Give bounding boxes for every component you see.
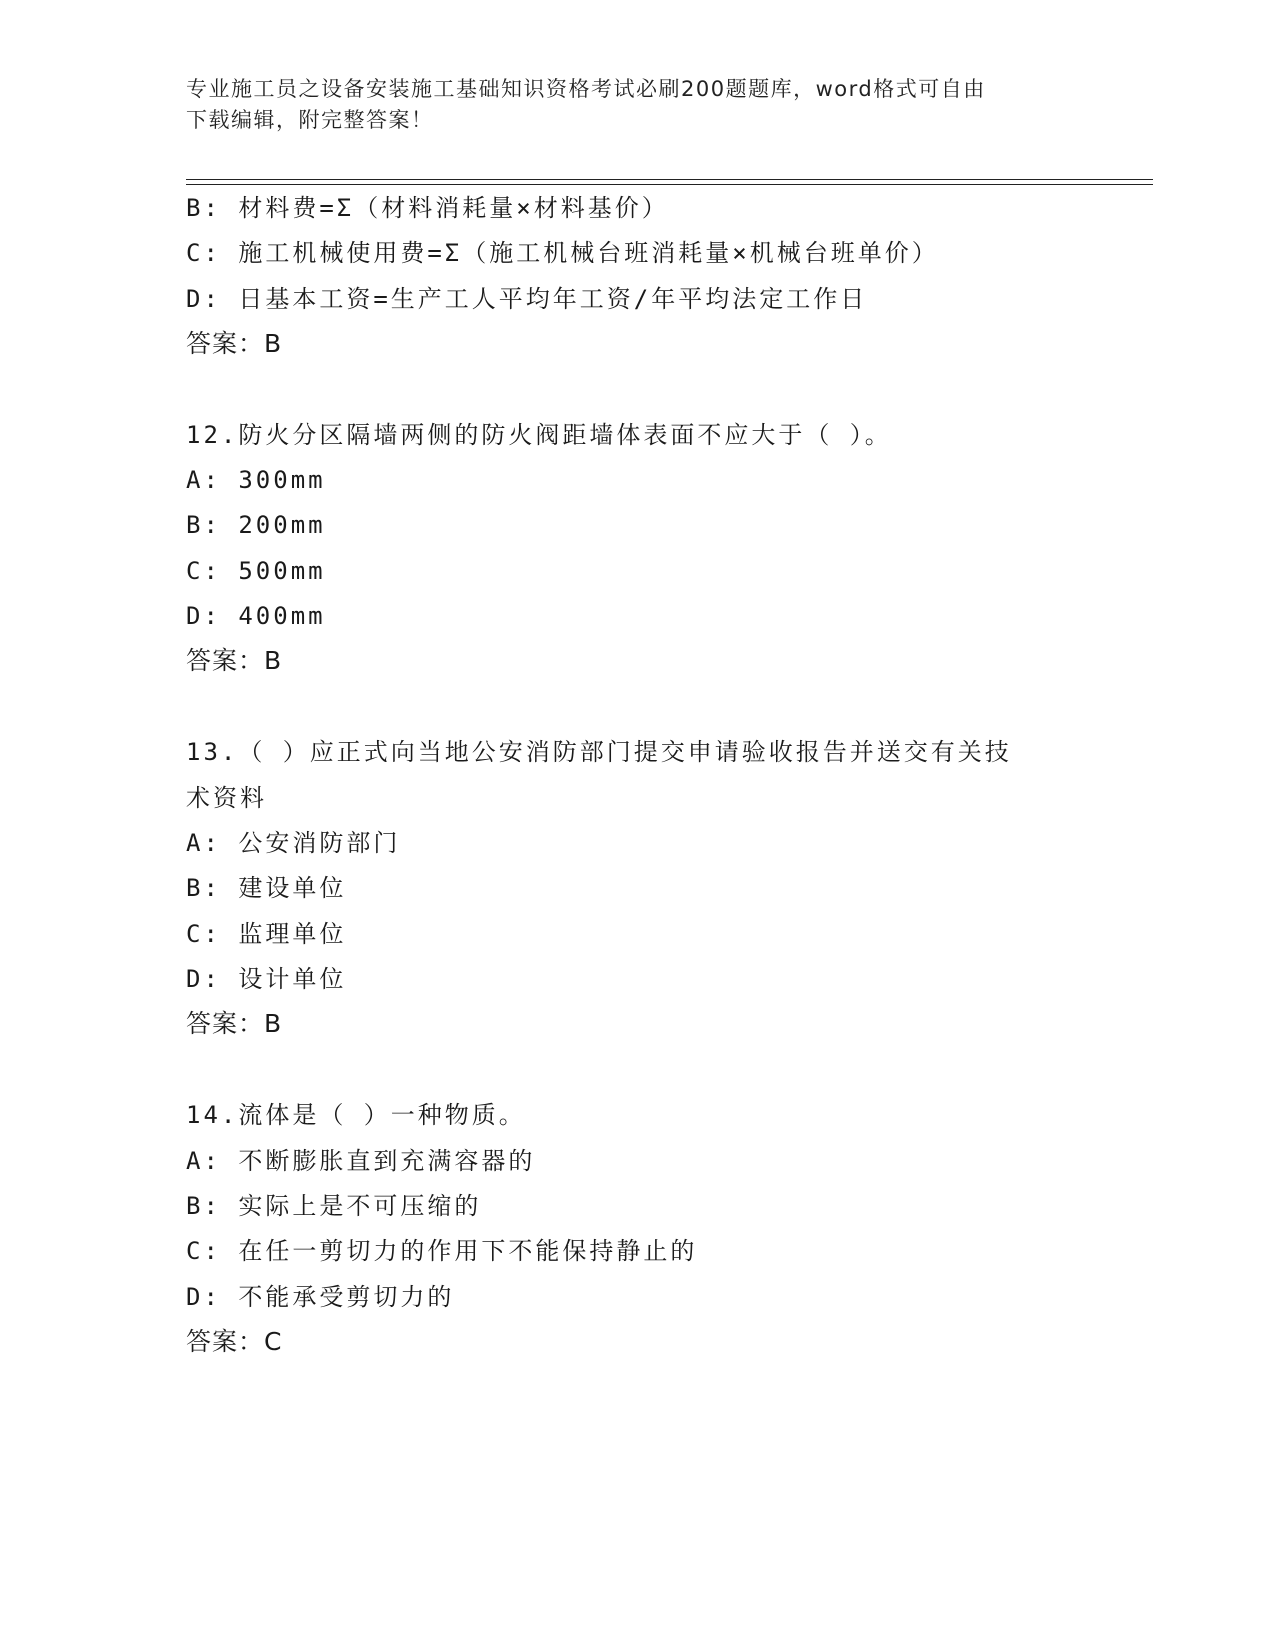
- q14-option-b: B: 实际上是不可压缩的: [186, 1192, 482, 1220]
- q13-question-line-1: 13.（ ）应正式向当地公安消防部门提交申请验收报告并送交有关技: [186, 738, 1012, 766]
- document-header: [186, 74, 1086, 136]
- header-rule-bottom: [186, 184, 1153, 185]
- q12-option-b: B: 200mm: [186, 511, 326, 539]
- q13-question-line-2: 术资料: [186, 784, 267, 812]
- q14-option-a: A: 不断膨胀直到充满容器的: [186, 1147, 536, 1175]
- q11-option-c: C: 施工机械使用费=Σ（施工机械台班消耗量×机械台班单价）: [186, 239, 939, 267]
- q13-option-b: B: 建设单位: [186, 874, 347, 902]
- header-line-2: 下载编辑，附完整答案！: [186, 108, 434, 132]
- q14-answer: 答案：C: [186, 1327, 283, 1356]
- q14-option-c: C: 在任一剪切力的作用下不能保持静止的: [186, 1237, 698, 1265]
- q14-question: 14.流体是（ ）一种物质。: [186, 1101, 526, 1129]
- q12-answer: 答案：B: [186, 646, 283, 675]
- q12-question: 12.防火分区隔墙两侧的防火阀距墙体表面不应大于（ ）。: [186, 421, 892, 449]
- q12-option-c: C: 500mm: [186, 557, 326, 585]
- q11-answer: 答案：B: [186, 329, 283, 358]
- q13-option-a: A: 公安消防部门: [186, 829, 401, 857]
- q12-option-a: A: 300mm: [186, 466, 326, 494]
- q13-option-c: C: 监理单位: [186, 920, 347, 948]
- q11-option-b: B: 材料费=Σ（材料消耗量×材料基价）: [186, 194, 669, 222]
- q11-option-d: D: 日基本工资=生产工人平均年工资/年平均法定工作日: [186, 285, 868, 313]
- header-line-1: 专业施工员之设备安装施工基础知识资格考试必刷200题题库，word格式可自由: [186, 77, 986, 101]
- q12-option-d: D: 400mm: [186, 602, 326, 630]
- q14-option-d: D: 不能承受剪切力的: [186, 1283, 455, 1311]
- q13-option-d: D: 设计单位: [186, 965, 347, 993]
- header-rule-top: [186, 179, 1153, 180]
- q13-answer: 答案：B: [186, 1009, 283, 1038]
